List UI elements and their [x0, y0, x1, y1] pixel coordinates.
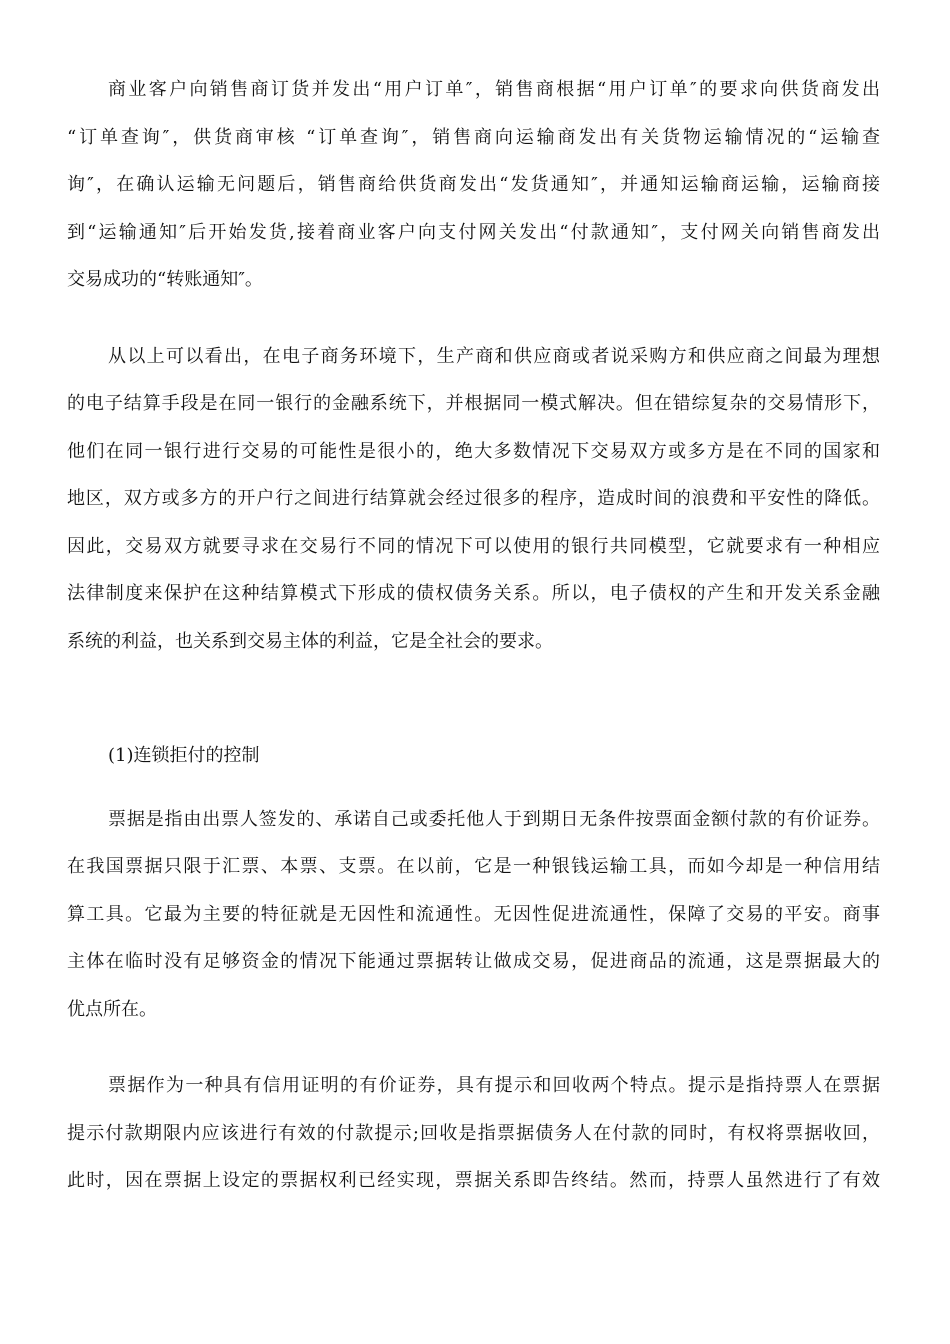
text-line: 系统的利益，也关系到交易主体的利益，它是全社会的要求。: [67, 630, 553, 652]
text-line: 地区，双方或多方的开户行之间进行结算就会经过很多的程序，造成时间的浪费和平安性的降低。: [67, 488, 880, 509]
text-line: 他们在同一银行进行交易的可能性是很小的，绝大多数情况下交易双方或多方是在不同的国家和: [67, 440, 880, 462]
text-line: 到“运输通知″后开始发货,接着商业客户向支付网关发出“付款通知″，支付网关向销售商发出: [67, 221, 880, 243]
text-line: 此时，因在票据上设定的票据权利已经实现，票据关系即告终结。然而，持票人虽然进行了有效: [67, 1170, 880, 1191]
text-line: 在我国票据只限于汇票、本票、支票。在以前，它是一种银钱运输工具，而如今却是一种信用结: [67, 856, 880, 877]
text-line: 商业客户向销售商订货并发出“用户订单″，销售商根据“用户订单″的要求向供货商发出: [108, 79, 880, 100]
text-line: 因此，交易双方就要寻求在交易行不同的情况下可以使用的银行共同模型，它就要求有一种相应: [67, 535, 880, 557]
text-line: “订单查询″，供货商审核 “订单查询″，销售商向运输商发出有关货物运输情况的“运输查: [67, 126, 880, 148]
text-line: 票据作为一种具有信用证明的有价证券，具有提示和回收两个特点。提示是指持票人在票据: [108, 1075, 880, 1096]
text-line: 算工具。它最为主要的特征就是无因性和流通性。无因性促进流通性，保障了交易的平安。商事: [67, 903, 880, 925]
paragraph: [67, 66, 880, 304]
text-line: 主体在临时没有足够资金的情况下能通过票据转让做成交易，促进商品的流通，这是票据最大的: [67, 951, 880, 972]
text-line: 交易成功的“转账通知″。: [67, 269, 263, 290]
body-text-before: [67, 66, 880, 665]
text-line: 提示付款期限内应该进行有效的付款提示;回收是指票据债务人在付款的同时，有权将票据收回，: [67, 1122, 880, 1144]
text-line: 的电子结算手段是在同一银行的金融系统下，并根据同一模式解决。但在错综复杂的交易情形下，: [67, 393, 880, 414]
text-line: 从以上可以看出，在电子商务环境下，生产商和供应商或者说采购方和供应商之间最为理想: [108, 345, 880, 367]
section-heading: (1)连锁拒付的控制: [108, 745, 260, 766]
body-text-after: [67, 796, 880, 1205]
text-line: 法律制度来保护在这种结算模式下形成的债权债务关系。所以，电子债权的产生和开发关系金融: [67, 583, 880, 604]
text-line: 票据是指由出票人签发的、承诺自己或委托他人于到期日无条件按票面金额付款的有价证券。: [108, 808, 880, 830]
paragraph: [67, 796, 880, 1034]
paragraph: [67, 333, 880, 666]
paragraph: [67, 1062, 880, 1205]
text-line: 优点所在。: [67, 998, 157, 1020]
document-page: [67, 66, 880, 1234]
text-line: 询″，在确认运输无问题后，销售商给供货商发出“发货通知″，并通知运输商运输，运输商接: [67, 174, 880, 195]
